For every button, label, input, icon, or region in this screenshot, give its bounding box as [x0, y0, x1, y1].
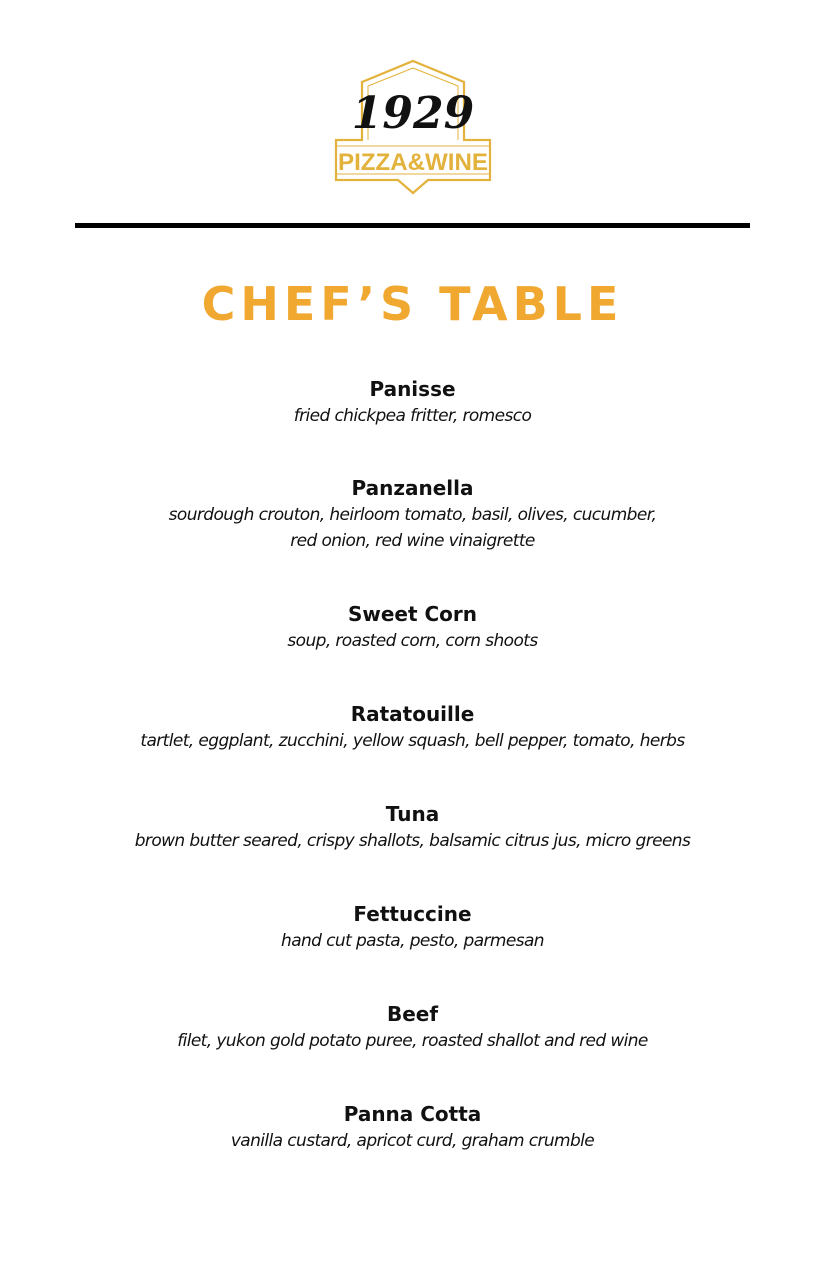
- course-item: [0, 900, 825, 954]
- course-name: Ratatouille: [350, 702, 475, 726]
- course-description: [0, 928, 825, 954]
- course-description-line: red onion, red wine vinaigrette: [290, 531, 535, 551]
- course-item: [0, 800, 825, 854]
- course-description-line: hand cut pasta, pesto, parmesan: [281, 931, 544, 951]
- course-description-line: soup, roasted corn, corn shoots: [287, 631, 538, 651]
- course-description-line: brown butter seared, crispy shallots, balsamic citrus jus, micro greens: [134, 831, 691, 851]
- course-name: Panisse: [369, 377, 456, 401]
- course-description: [0, 403, 825, 429]
- page-title: CHEF’S TABLE: [201, 277, 624, 331]
- course-description-line: tartlet, eggplant, zucchini, yellow squash, bell pepper, tomato, herbs: [140, 731, 685, 751]
- restaurant-logo: [332, 58, 494, 198]
- shield-logo-icon: [332, 58, 494, 198]
- course-name: Fettuccine: [353, 902, 472, 926]
- course-name: Panna Cotta: [343, 1102, 482, 1126]
- logo-subtitle: PIZZA&WINE: [338, 149, 488, 176]
- course-name: Sweet Corn: [347, 602, 478, 626]
- course-description: [0, 728, 825, 754]
- course-description: [0, 828, 825, 854]
- course-description-line: fried chickpea fritter, romesco: [293, 406, 532, 426]
- course-item: [0, 700, 825, 754]
- course-description-line: vanilla custard, apricot curd, graham crumble: [230, 1131, 595, 1151]
- course-name: Panzanella: [351, 476, 474, 500]
- logo-year: 1929: [351, 88, 475, 139]
- course-item: [0, 1100, 825, 1154]
- course-item: [0, 600, 825, 654]
- course-item: [0, 1000, 825, 1054]
- course-description-line: sourdough crouton, heirloom tomato, basil, olives, cucumber,: [168, 505, 657, 525]
- course-name: Tuna: [385, 802, 440, 826]
- course-description-line: filet, yukon gold potato puree, roasted shallot and red wine: [177, 1031, 648, 1051]
- header-divider: [75, 223, 750, 228]
- course-item: [0, 474, 825, 554]
- course-description: [0, 1028, 825, 1054]
- course-description: [0, 628, 825, 654]
- course-description: [0, 502, 825, 554]
- course-description: [0, 1128, 825, 1154]
- course-item: [0, 375, 825, 429]
- course-name: Beef: [386, 1002, 439, 1026]
